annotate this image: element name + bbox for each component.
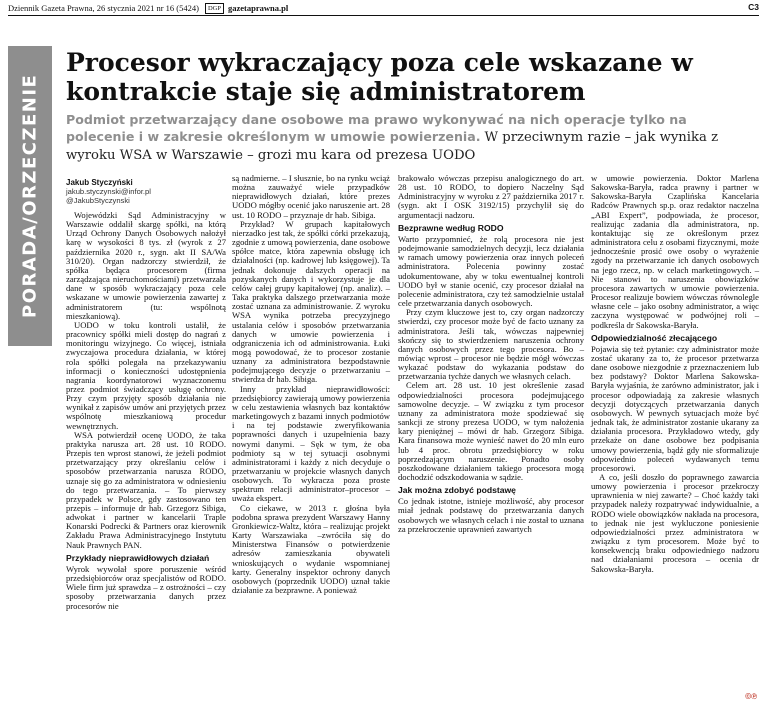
subheading: Jak można zdobyć podstawę bbox=[398, 485, 516, 496]
paragraph: Wyrok wywołał spore poruszenie wśród przedsiębiorców oraz specjalistów od RODO. Wiele firm już sprawdza – z ostrożności – czy sposoby przetwarzania danych przez procesorów nie bbox=[66, 563, 226, 611]
paragraph: A co, jeśli doszło do poprawnego zawarcia umowy powierzenia i procesor przekroczy uprawnienia w niej zawarte? – Choć każdy taki przypadek należy rozpatrywać indywidualnie, a RODO wiele obowiązków nakłada na procesora, to jednak nie jest wykluczone poniesienie odpowiedzialności przez administratora w związku z tym procesorem. Może być to konsekwencją braku odpowiedniego nadzoru nad działaniami procesora – ocenia dr Sakowska-Baryła. bbox=[591, 472, 759, 574]
publication-info: Dziennik Gazeta Prawna, 26 stycznia 2021 nr 16 (5424) bbox=[8, 3, 199, 13]
subheading: Przykłady nieprawidłowych działań bbox=[66, 552, 210, 563]
paragraph: WSA potwierdził ocenę UODO, że taka praktyka narusza art. 28 ust. 10 RODO. Przepis ten wprost stanowi, że jeżeli podmiot przetwarzający przy określaniu celów i sposobów przetwarzania narusza RODO, uznaje się go za administratora w odniesieniu do tego przetwarzania. – To pierwszy przypadek w Polsce, gdy zastosowano ten przepis – informuje dr hab. Grzegorz Sibiga, adwokat i partner w kancelarii Traple Konarski Podrecki & Partners oraz kierownik Zakładu Prawa Administracyjnego Instytutu Nauk Prawnych PAN. bbox=[66, 429, 226, 550]
masthead bbox=[8, 2, 759, 14]
section-label: PORADA/ORZECZENIE bbox=[19, 73, 41, 319]
lead-continuation: W przeciwnym razie – jak wynika z wyroku WSA w Warszawie – grozi mu kara od prezesa UODO bbox=[66, 130, 719, 163]
column-1-body bbox=[66, 211, 226, 611]
section-sidebar bbox=[8, 46, 52, 346]
paragraph: są nadmierne. – I słusznie, bo na rynku wciąż można zauważyć wiele przypadków nieprawidłowych działań, które prezes UODO mógłby ocenić jako naruszenie art. 28 ust. 10 RODO – przyznaje dr hab. Sibiga. bbox=[232, 173, 390, 220]
dgp-logo: DGP bbox=[205, 3, 224, 14]
author-handle[interactable]: @JakubStyczynski bbox=[66, 196, 130, 205]
paragraph: Co ciekawe, w 2013 r. głośna była podobna sprawa prezydent Warszawy Hanny Gronkiewicz-Waltz, która – realizując projekt Karty Warszawiaka –zwróciła się do Ministerstwa Finansów o potwierdzenie adresów zamieszkania obywateli wnioskujących o wydanie wspomnianej karty. Generalny inspektor ochrony danych osobowych (poprzednik UODO) uznał takie działanie za bezprawne. A ponieważ bbox=[232, 502, 390, 596]
paragraph: Warto przypomnieć, że rolą procesora nie jest podejmowanie samodzielnych decyzji, lecz działania w ramach umowy powierzenia oraz innych poleceń administratora. Polecenia powinny zostać udokumentowane, aby w toku ewentualnej kontroli UODO był w stanie ocenić, czy procesor działał na polecenie administratora, czy też samodzielnie ustalał cele przetwarzania danych osobowych. bbox=[398, 233, 584, 309]
author-name: Jakub Styczyński bbox=[66, 178, 133, 187]
paragraph: brakowało wówczas przepisu analogicznego do art. 28 ust. 10 RODO, to dopiero Naczelny Sąd Administracyjny w wyroku z 27 października 2017 r. (sygn. akt I OSK 3192/15) przychylił się do argumentacji nadzoru. bbox=[398, 173, 584, 220]
article-headline: Procesor wykraczający poza cele wskazane w kontrakcie staje się administratorem bbox=[66, 48, 693, 106]
paragraph: Przy czym kluczowe jest to, czy organ nadzorczy stwierdzi, czy procesor może być de facto uznany za administratora. Jeśli tak, wówczas najpewniej skończy się to stwierdzeniem naruszenia ochrony danych osobowych przez tego procesora. Bo – mówiąc wprost – procesor nie będzie mógł wówczas wykazać podstaw do wykazania podstaw do przetwarzania tychże danych we własnych celach. bbox=[398, 307, 584, 382]
author-block bbox=[66, 178, 226, 205]
subheading: Odpowiedzialność złecającego bbox=[591, 332, 718, 343]
paragraph: Inny przykład nieprawidłowości: przedsiębiorcy zawierają umowy powierzenia w celu zestawienia własnych baz kontaktów marketingowych z bazami innych podmiotów i na tej podstawie zweryfikowania poprawności danych i uzupełnienia bazy nowymi danymi. – Sęk w tym, że oba podmioty są w tej sytuacji osobnymi administratorami i każdy z nich decyduje o przetwarzaniu w projekcie własnych danych osobowych. To wykracza poza proste spektrum relacji administrator–procesor – uważa ekspert. bbox=[232, 383, 390, 504]
paragraph: w umowie powierzenia. Doktor Marlena Sakowska-Baryła, radca prawny i partner w Sakowska-Baryła Czaplińska Kancelaria Radców Prawnych sp.p. oraz redaktor naczelna „ABI Expert”, podpowiada, że procesor, realizując zadania dla administratora, np. kontaktując się ze określonym przez administratora celu z osobami fizycznymi, może jednocześnie prosić owe osoby o wyrażenie zgody na przetwarzanie ich danych osobowych na jego rzecz, np. w celach marketingowych. – Nie stanowi to naruszenia obowiązków procesora zawartych w umowie powierzenia. Procesor realizuje bowiem wówczas równolegle własne cele – jako osobny administrator, a więc zaczyna występować w podwójnej roli – podkreśla dr Sakowska-Baryła. bbox=[591, 173, 759, 330]
article-lead bbox=[66, 111, 756, 164]
lead-highlight: Podmiot przetwarzający dane osobowe ma prawo wykonywać na nich operacje tylko na polecenie i w zakresie określonym w umowie powierzenia. bbox=[66, 112, 687, 144]
column-3-body bbox=[398, 174, 584, 534]
column-2-body bbox=[232, 174, 390, 595]
article-column-2 bbox=[232, 174, 390, 595]
article-column-4 bbox=[591, 174, 759, 574]
paragraph: Pojawia się też pytanie: czy administrator może zostać ukarany za to, że procesor przetwarza dane osobowe niezgodnie z przeznaczeniem lub bez podstawy? Doktor Marlena Sakowska-Baryła wyjaśnia, że zarówno administrator, jak i procesor odpowiadają za zakresie własnych decyzji dotyczących przetwarzania danych osobowych. W pewnych sytuacjach może być jednak tak, że administrator zostanie ukarany za działania procesora. Przykładowo wtedy, gdy przekaże on dane osobowe bez podpisania umowy powierzenia, bądź gdy nie sformalizuje odpowiednio poleceń wydawanych temu procesorowi. bbox=[591, 343, 759, 473]
article-column-1 bbox=[66, 178, 226, 611]
paragraph: Wojewódzki Sąd Administracyjny w Warszawie oddalił skargę spółki, na którą Urząd Ochrony Danych Osobowych nałożył karę w wysokości 8 tys. zł (wyrok z 27 października 2020 r., sygn. akt II SA/Wa 310/20). Organ nadzorczy stwierdził, że spółka będąca procesorem (firma zarządzająca nieruchomościami) przetwarzała dane w sposób wykraczający poza cele wskazane w umowie powierzenia zawartej z administratorem (tu: wspólnotą mieszkaniową). bbox=[66, 210, 226, 321]
paragraph: Przykład? W grupach kapitałowych nierzadko jest tak, że spółki córki przekazują, zgodnie z umową powierzenia, dane osobowe spółce matce, która zapewnia obsługę ich działalności (np. kadrowej lub księgowej). Ta jednak dokonuje dalszych operacji na pozyskanych danych i wykorzystuje je dla celów całej grupy kapitałowej (np. analiz). – Taka praktyka dalszego przetwarzania może zostać uznana za administrowanie. Z wyroku WSA wynika potrzeba precyzyjnego ustalania celów i sposobów przetwarzania danych w umowie powierzenia i odgraniczenia ich od administrowania. Łuki mogą powodować, że to procesor zostanie uznany za administratora bezpodstawnie podejmującego decyzje o przetwarzaniu – stwierdza dr hab. Sibiga. bbox=[232, 218, 390, 385]
article-column-3 bbox=[398, 174, 584, 534]
paragraph: UODO w toku kontroli ustalił, że pracownicy spółki mieli dostęp do nagrań z monitoringu wizyjnego. Co więcej, istniała zwyczajowa procedura działania, w której rola spółki polegała na przekazywaniu informacji o konieczności udostępnienia nagrania koordynatorowi wyznaczonemu przez podmiot świadczący usługę ochrony. Przy czym przyjęty sposób działania nie wynikał z zapisów umów ani przyjętych przez wspólnotę mieszkaniową procedur wewnętrznych. bbox=[66, 319, 226, 431]
site-link[interactable]: gazetaprawna.pl bbox=[227, 3, 289, 13]
copyright-mark: ©℗ bbox=[745, 692, 757, 701]
subheading: Bezprawne według RODO bbox=[398, 222, 504, 233]
column-4-body bbox=[591, 174, 759, 574]
paragraph: Celem art. 28 ust. 10 jest określenie zasad odpowiedzialności procesora podejmującego samowolne decyzje. – W związku z tym procesor uznany za administratora może spodziewać się sankcji ze strony prezesa UODO, w tym nałożenia kary pieniężnej – mówi dr hab. Grzegorz Sibiga. Kara finansowa może wynieść nawet do 20 mln euro lub 4 proc. obrotu przedsiębiorcy w roku poprzedzającym naruszenie. Ponadto osoby poszkodowane działaniem takiego procesora mogą dochodzić odszkodowania w sądzie. bbox=[398, 380, 584, 482]
page-number: C3 bbox=[748, 2, 759, 12]
paragraph: Co jednak istotne, istnieje możliwość, aby procesor miał jednak podstawę do przetwarzania danych osobowych we własnych celach i nie został to uznana za przekroczenie uprawnień zawartych bbox=[398, 496, 584, 534]
author-email[interactable]: jakub.styczynski@infor.pl bbox=[66, 187, 151, 196]
masthead-rule bbox=[8, 15, 759, 16]
